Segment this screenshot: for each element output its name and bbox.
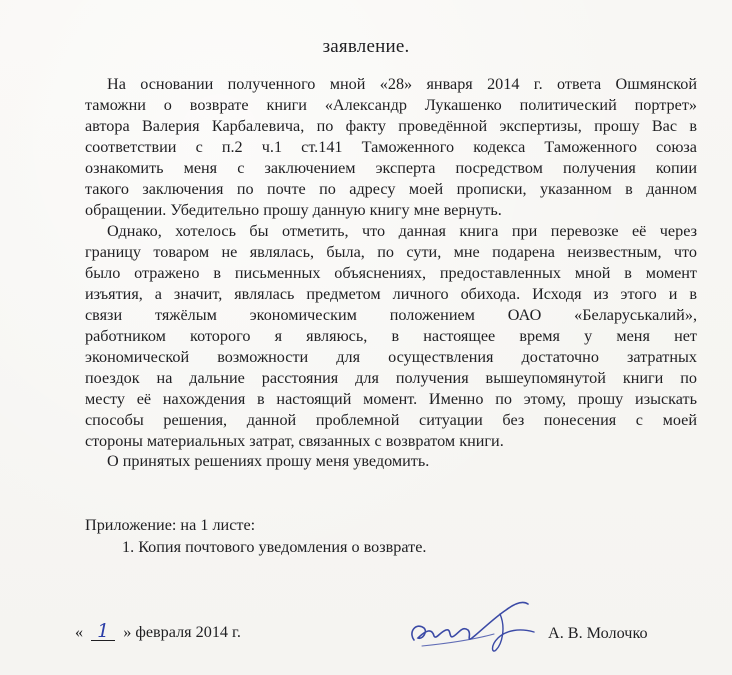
paragraph-line: ознакомить меня с заключением эксперта посредством получения копии — [85, 159, 697, 177]
paragraph-line: связи тяжёлым экономическим положением ОАО «Беларуськалий», — [85, 306, 697, 324]
paragraph-line: способы решения, данной проблемной ситуации без понесения с моей — [85, 411, 697, 429]
paragraph-line: было отражено в письменных объяснениях, предоставленных мной в момент — [85, 264, 697, 282]
date-line — [75, 622, 241, 642]
date-month-year: » февраля 2014 г. — [123, 623, 241, 641]
paragraph-line: Однако, хотелось бы отметить, что данная книга при перевозке её через — [107, 222, 697, 240]
document-title: заявление. — [322, 36, 410, 57]
paragraph-line: На основании полученного мной «28» января 2014 г. ответа Ошмянской — [107, 75, 697, 93]
paragraph-line: поездок на дальние расстояния для получения вышеупомянутой книги по — [85, 369, 697, 387]
paragraph-line: такого заключения по почте по адресу моей прописки, указанном в данном — [85, 180, 697, 198]
paragraph-line: экономической возможности для осуществления достаточно затратных — [85, 348, 697, 366]
paragraph-line: автора Валерия Карбалевича, по факту проведённой экспертизы, прошу Вас в — [85, 117, 697, 135]
paragraph-request — [85, 74, 697, 221]
closing-sentence: О принятых решениях прошу меня уведомить. — [107, 452, 430, 470]
appendix-item: 1. Копия почтового уведомления о возврате. — [122, 538, 427, 556]
signer-name: А. В. Молочко — [548, 624, 648, 642]
paragraph-line: работником которого я являюсь, в настоящее время у меня нет — [85, 327, 697, 345]
paragraph-line: границу товаром не являлась, была, по сути, мне подарена неизвестным, что — [85, 243, 697, 261]
date-day: 1 — [91, 622, 115, 641]
appendix-label: Приложение: на 1 листе: — [85, 516, 256, 534]
date-open-quote: « — [75, 623, 84, 641]
handwritten-signature — [402, 588, 542, 658]
paragraph-explanation — [85, 221, 697, 452]
paragraph-line: обращении. Убедительно прошу данную книгу мне вернуть. — [85, 201, 502, 219]
paragraph-line: стороны материальных затрат, связанных с возвратом книги. — [85, 432, 504, 450]
paragraph-line: соответствии с п.2 ч.1 ст.141 Таможенного кодекса Таможенного союза — [85, 138, 697, 156]
paragraph-line: месту её нахождения в настоящий момент. Именно по этому, прошу изыскать — [85, 390, 697, 408]
paragraph-line: изъятия, а значит, являлась предметом личного обихода. Исходя из этого и в — [85, 285, 697, 303]
paragraph-line: таможни о возврате книги «Александр Лукашенко политический портрет» — [85, 96, 697, 114]
